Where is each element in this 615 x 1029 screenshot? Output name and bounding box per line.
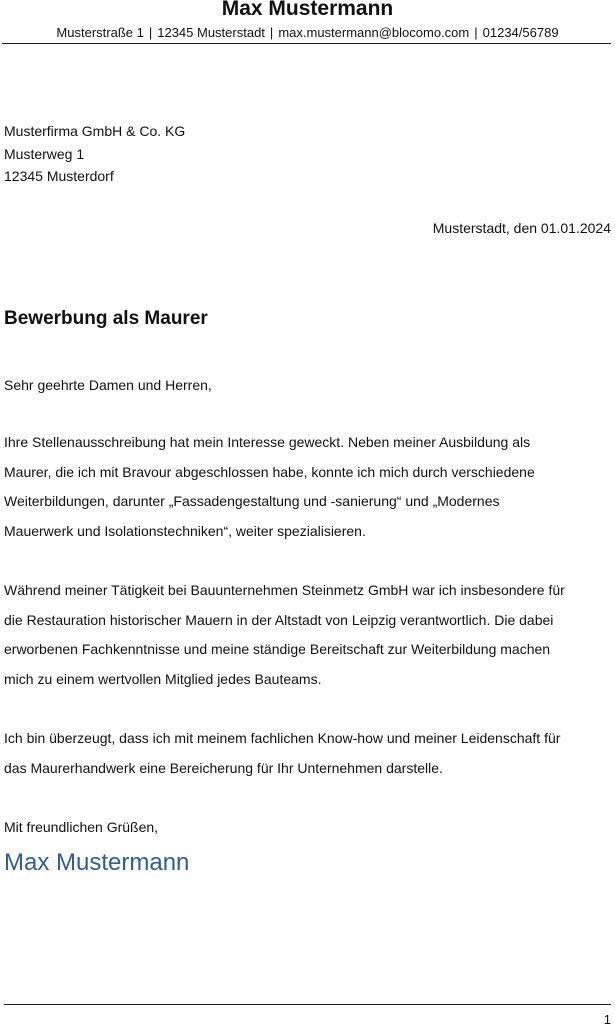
letter-subject: Bewerbung als Maurer — [4, 308, 208, 329]
sender-street: Musterstraße 1 — [56, 25, 144, 40]
sender-phone: 01234/56789 — [482, 25, 559, 40]
paragraph-line: erworbenen Fachkenntnisse und meine ständige Bereitschaft zur Weiterbildung machen — [4, 641, 551, 657]
sender-contact-line — [0, 24, 615, 42]
header-divider — [2, 43, 611, 44]
sender-city: 12345 Musterstadt — [157, 25, 265, 40]
paragraph-line: Mauerwerk und Isolationstechniken“, weiter spezialisieren. — [4, 522, 366, 539]
paragraph-line: die Restauration historischer Mauern in der Altstadt von Leipzig verantwortlich. Die dabei — [4, 611, 554, 628]
contact-separator: | — [148, 25, 153, 40]
salutation: Sehr geehrte Damen und Herren, — [4, 377, 212, 393]
sender-name: Max Mustermann — [221, 0, 394, 20]
signature: Max Mustermann — [4, 849, 190, 876]
page-number: 1 — [603, 1012, 611, 1027]
footer-divider — [4, 1004, 611, 1005]
closing-phrase: Mit freundlichen Grüßen, — [4, 819, 159, 835]
body-paragraph-3 — [4, 724, 611, 783]
body-paragraph-2 — [4, 576, 611, 694]
paragraph-line: das Maurerhandwerk eine Bereicherung für Ihr Unternehmen darstelle. — [4, 759, 443, 776]
paragraph-line: Ihre Stellenausschreibung hat mein Interesse geweckt. Neben meiner Ausbildung als — [4, 434, 531, 450]
contact-separator: | — [269, 25, 274, 40]
paragraph-line: mich zu einem wertvollen Mitglied jedes Bauteams. — [4, 670, 322, 687]
body-paragraph-1 — [4, 428, 611, 546]
paragraph-line: Ich bin überzeugt, dass ich mit meinem fachlichen Know-how und meiner Leidenschaft für — [4, 730, 561, 746]
paragraph-line: Weiterbildungen, darunter „Fassadengestaltung und -sanierung“ und „Modernes — [4, 493, 500, 509]
recipient-street: Musterweg 1 — [4, 145, 85, 162]
place-and-date: Musterstadt, den 01.01.2024 — [432, 220, 611, 236]
recipient-address — [4, 120, 185, 188]
sender-email: max.mustermann@blocomo.com — [278, 25, 470, 40]
paragraph-line: Während meiner Tätigkeit bei Bauunternehmen Steinmetz GmbH war ich insbesondere für — [4, 582, 565, 598]
recipient-city: 12345 Musterdorf — [4, 168, 114, 184]
recipient-company: Musterfirma GmbH & Co. KG — [4, 123, 186, 139]
paragraph-line: Maurer, die ich mit Bravour abgeschlossen habe, konnte ich mich durch verschiedene — [4, 463, 535, 480]
contact-separator: | — [474, 25, 478, 40]
